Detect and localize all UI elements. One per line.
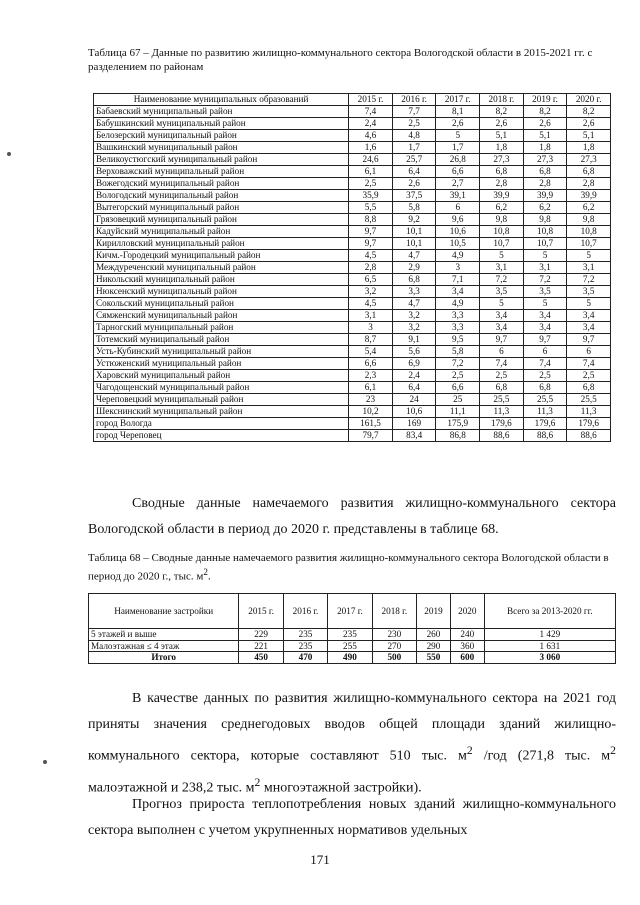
value-cell: 5 xyxy=(436,130,480,142)
district-name: Кирилловский муниципальный район xyxy=(94,238,349,250)
total-label: Итого xyxy=(89,652,239,664)
table-row xyxy=(94,238,611,250)
value-cell: 6,6 xyxy=(349,358,393,370)
value-cell: 2,4 xyxy=(349,118,393,130)
value-cell: 2,6 xyxy=(567,118,611,130)
value-cell: 3,5 xyxy=(523,286,567,298)
table-67-header-row xyxy=(94,94,611,106)
value-cell: 39,1 xyxy=(436,190,480,202)
total-cell: 550 xyxy=(417,652,451,664)
value-cell: 2,8 xyxy=(480,178,524,190)
district-name: Грязовецкий муниципальный район xyxy=(94,214,349,226)
value-cell: 2,5 xyxy=(567,370,611,382)
value-cell: 4,9 xyxy=(436,298,480,310)
value-cell: 1,8 xyxy=(567,142,611,154)
value-cell: 10,1 xyxy=(392,226,436,238)
value-cell: 161,5 xyxy=(349,418,393,430)
value-cell: 27,3 xyxy=(523,154,567,166)
value-cell: 6,5 xyxy=(349,274,393,286)
paragraph-3-text: Прогноз прироста теплопотребления новых зданий жилищно-коммунального сектора выполнен с учетом укрупненных нормативов удельных xyxy=(88,797,616,838)
paragraph-1-text: Сводные данные намечаемого развития жилищно-коммунального сектора Вологодской области в период до 2020 г. представлены в таблице 68. xyxy=(88,496,616,537)
value-cell: 3,2 xyxy=(392,310,436,322)
value-cell: 9,2 xyxy=(392,214,436,226)
value-cell: 10,5 xyxy=(436,238,480,250)
column-header: 2017 г. xyxy=(328,594,372,629)
column-header: 2020 xyxy=(450,594,484,629)
column-header: 2016 г. xyxy=(283,594,327,629)
value-cell: 9,5 xyxy=(436,334,480,346)
value-cell: 10,8 xyxy=(480,226,524,238)
value-cell: 179,6 xyxy=(567,418,611,430)
column-header: 2018 г. xyxy=(480,94,524,106)
value-cell: 3,4 xyxy=(567,322,611,334)
total-cell: 3 060 xyxy=(484,652,615,664)
value-cell: 175,9 xyxy=(436,418,480,430)
district-name: город Череповец xyxy=(94,430,349,442)
value-cell: 6 xyxy=(436,202,480,214)
value-cell: 10,1 xyxy=(392,238,436,250)
value-cell: 2,8 xyxy=(349,262,393,274)
value-cell: 25,5 xyxy=(567,394,611,406)
value-cell: 8,7 xyxy=(349,334,393,346)
value-cell: 5 xyxy=(567,250,611,262)
building-type: Малоэтажная ≤ 4 этаж xyxy=(89,640,239,652)
value-cell: 5 xyxy=(567,298,611,310)
value-cell: 4,7 xyxy=(392,298,436,310)
value-cell: 10,7 xyxy=(523,238,567,250)
paragraph-2-part-a: В качестве данных по развития жилищно-коммунального сектора на 2021 год приняты значения среднегодовых вводов общей площади зданий жилищно-коммунального сектора, которые составляют 510 тыс. м xyxy=(88,691,616,764)
value-cell: 6,4 xyxy=(392,166,436,178)
value-cell: 5 xyxy=(523,298,567,310)
value-cell: 10,6 xyxy=(436,226,480,238)
value-cell: 6,2 xyxy=(523,202,567,214)
value-cell: 11,3 xyxy=(567,406,611,418)
value-cell: 11,3 xyxy=(480,406,524,418)
total-cell: 450 xyxy=(239,652,283,664)
value-cell: 260 xyxy=(417,629,451,641)
value-cell: 2,9 xyxy=(392,262,436,274)
value-cell: 10,6 xyxy=(392,406,436,418)
district-name: Харовский муниципальный район xyxy=(94,370,349,382)
value-cell: 7,2 xyxy=(436,358,480,370)
table-68-body xyxy=(89,629,616,664)
value-cell: 79,7 xyxy=(349,430,393,442)
value-cell: 39,9 xyxy=(480,190,524,202)
value-cell: 2,6 xyxy=(436,118,480,130)
table-row xyxy=(94,106,611,118)
sup-2: 2 xyxy=(610,744,616,757)
table-row xyxy=(94,226,611,238)
district-name: Кадуйский муниципальный район xyxy=(94,226,349,238)
total-cell: 500 xyxy=(372,652,416,664)
value-cell: 6,1 xyxy=(349,166,393,178)
value-cell: 235 xyxy=(283,629,327,641)
value-cell: 7,4 xyxy=(349,106,393,118)
table-row xyxy=(94,334,611,346)
value-cell: 1 429 xyxy=(484,629,615,641)
district-name: Тарногский муниципальный район xyxy=(94,322,349,334)
value-cell: 25 xyxy=(436,394,480,406)
value-cell: 2,5 xyxy=(392,118,436,130)
value-cell: 2,3 xyxy=(349,370,393,382)
paragraph-2-part-b: /год (271,8 тыс. м xyxy=(472,748,611,764)
district-name: Вологодский муниципальный район xyxy=(94,190,349,202)
value-cell: 9,1 xyxy=(392,334,436,346)
column-header: Всего за 2013-2020 гг. xyxy=(484,594,615,629)
value-cell: 6,8 xyxy=(567,166,611,178)
value-cell: 2,7 xyxy=(436,178,480,190)
district-name: Чагодощенский муниципальный район xyxy=(94,382,349,394)
value-cell: 10,8 xyxy=(567,226,611,238)
table-row xyxy=(94,430,611,442)
value-cell: 27,3 xyxy=(480,154,524,166)
value-cell: 9,8 xyxy=(567,214,611,226)
value-cell: 39,9 xyxy=(567,190,611,202)
paragraph-1 xyxy=(88,491,616,543)
table-row xyxy=(94,286,611,298)
value-cell: 5,8 xyxy=(392,202,436,214)
district-name: Шекснинский муниципальный район xyxy=(94,406,349,418)
value-cell: 24 xyxy=(392,394,436,406)
value-cell: 4,6 xyxy=(349,130,393,142)
value-cell: 255 xyxy=(328,640,372,652)
value-cell: 4,5 xyxy=(349,298,393,310)
value-cell: 221 xyxy=(239,640,283,652)
table-row xyxy=(94,214,611,226)
value-cell: 3,3 xyxy=(392,286,436,298)
value-cell: 6 xyxy=(480,346,524,358)
value-cell: 3,5 xyxy=(567,286,611,298)
table-row xyxy=(94,298,611,310)
column-header: 2018 г. xyxy=(372,594,416,629)
value-cell: 3,4 xyxy=(523,322,567,334)
value-cell: 35,9 xyxy=(349,190,393,202)
value-cell: 3,1 xyxy=(523,262,567,274)
value-cell: 3,3 xyxy=(436,322,480,334)
value-cell: 8,2 xyxy=(523,106,567,118)
value-cell: 6,8 xyxy=(480,382,524,394)
table-68-caption-text: Таблица 68 – Сводные данные намечаемого развития жилищно-коммунального сектора Вологодской области в период до 2020 г., тыс. м xyxy=(88,552,609,583)
value-cell: 360 xyxy=(450,640,484,652)
value-cell: 270 xyxy=(372,640,416,652)
value-cell: 8,2 xyxy=(480,106,524,118)
value-cell: 230 xyxy=(372,629,416,641)
district-name: Междуреченский муниципальный район xyxy=(94,262,349,274)
value-cell: 8,8 xyxy=(349,214,393,226)
value-cell: 11,1 xyxy=(436,406,480,418)
value-cell: 2,8 xyxy=(523,178,567,190)
district-name: Бабушкинский муниципальный район xyxy=(94,118,349,130)
value-cell: 3,2 xyxy=(392,322,436,334)
column-header: 2019 г. xyxy=(523,94,567,106)
value-cell: 6,8 xyxy=(480,166,524,178)
sup-1: 2 xyxy=(466,744,473,757)
table-row xyxy=(94,118,611,130)
value-cell: 2,8 xyxy=(567,178,611,190)
value-cell: 6,8 xyxy=(523,166,567,178)
value-cell: 2,5 xyxy=(523,370,567,382)
district-name: Вожегодский муниципальный район xyxy=(94,178,349,190)
column-header: 2016 г. xyxy=(392,94,436,106)
column-header: 2020 г. xyxy=(567,94,611,106)
column-header: 2019 xyxy=(417,594,451,629)
value-cell: 6,1 xyxy=(349,382,393,394)
value-cell: 7,4 xyxy=(567,358,611,370)
table-row xyxy=(94,382,611,394)
district-name: Череповецкий муниципальный район xyxy=(94,394,349,406)
value-cell: 179,6 xyxy=(523,418,567,430)
value-cell: 88,6 xyxy=(567,430,611,442)
value-cell: 2,6 xyxy=(392,178,436,190)
column-header: 2017 г. xyxy=(436,94,480,106)
caption-sup: 2 xyxy=(203,567,208,577)
value-cell: 88,6 xyxy=(480,430,524,442)
value-cell: 9,6 xyxy=(436,214,480,226)
value-cell: 3,1 xyxy=(567,262,611,274)
value-cell: 3,4 xyxy=(523,310,567,322)
value-cell: 10,2 xyxy=(349,406,393,418)
value-cell: 1,7 xyxy=(436,142,480,154)
table-row xyxy=(94,142,611,154)
column-header: 2015 г. xyxy=(239,594,283,629)
table-68-caption xyxy=(88,551,618,584)
district-name: Белозерский муниципальный район xyxy=(94,130,349,142)
total-row xyxy=(89,652,616,664)
value-cell: 4,8 xyxy=(392,130,436,142)
table-67-caption: Таблица 67 – Данные по развитию жилищно-коммунального сектора Вологодской области в 2015-2021 гг. с разделением по районам xyxy=(88,47,593,73)
value-cell: 7,4 xyxy=(523,358,567,370)
building-type: 5 этажей и выше xyxy=(89,629,239,641)
column-header: Наименование муниципальных образований xyxy=(94,94,349,106)
value-cell: 5 xyxy=(523,250,567,262)
value-cell: 7,4 xyxy=(480,358,524,370)
district-name: Бабаевский муниципальный район xyxy=(94,106,349,118)
value-cell: 7,2 xyxy=(567,274,611,286)
table-row xyxy=(89,629,616,641)
district-name: Тотемский муниципальный район xyxy=(94,334,349,346)
value-cell: 5,5 xyxy=(349,202,393,214)
district-name: Нюксенский муниципальный район xyxy=(94,286,349,298)
value-cell: 1,6 xyxy=(349,142,393,154)
table-row xyxy=(94,346,611,358)
table-row xyxy=(94,250,611,262)
sup-3: 2 xyxy=(254,775,261,789)
value-cell: 7,2 xyxy=(523,274,567,286)
value-cell: 9,7 xyxy=(349,238,393,250)
value-cell: 3,3 xyxy=(436,310,480,322)
value-cell: 179,6 xyxy=(480,418,524,430)
value-cell: 6,9 xyxy=(392,358,436,370)
value-cell: 5 xyxy=(480,250,524,262)
table-row xyxy=(94,274,611,286)
value-cell: 3,4 xyxy=(436,286,480,298)
value-cell: 4,5 xyxy=(349,250,393,262)
value-cell: 6,4 xyxy=(392,382,436,394)
value-cell: 25,5 xyxy=(523,394,567,406)
value-cell: 6,2 xyxy=(567,202,611,214)
value-cell: 6 xyxy=(523,346,567,358)
value-cell: 9,7 xyxy=(567,334,611,346)
table-68 xyxy=(88,593,616,664)
value-cell: 9,8 xyxy=(523,214,567,226)
table-row xyxy=(94,190,611,202)
value-cell: 3,1 xyxy=(349,310,393,322)
table-68-header-row xyxy=(89,594,616,629)
value-cell: 8,2 xyxy=(567,106,611,118)
value-cell: 1,8 xyxy=(523,142,567,154)
table-row xyxy=(94,130,611,142)
value-cell: 235 xyxy=(283,640,327,652)
scan-speck xyxy=(43,760,47,764)
value-cell: 9,7 xyxy=(480,334,524,346)
value-cell: 8,1 xyxy=(436,106,480,118)
value-cell: 11,3 xyxy=(523,406,567,418)
district-name: город Вологда xyxy=(94,418,349,430)
value-cell: 6,8 xyxy=(567,382,611,394)
value-cell: 86,8 xyxy=(436,430,480,442)
district-name: Устюженский муниципальный район xyxy=(94,358,349,370)
value-cell: 235 xyxy=(328,629,372,641)
value-cell: 3,4 xyxy=(567,310,611,322)
value-cell: 3,2 xyxy=(349,286,393,298)
value-cell: 7,2 xyxy=(480,274,524,286)
value-cell: 1,8 xyxy=(480,142,524,154)
value-cell: 1 631 xyxy=(484,640,615,652)
district-name: Верховажский муниципальный район xyxy=(94,166,349,178)
value-cell: 4,7 xyxy=(392,250,436,262)
value-cell: 169 xyxy=(392,418,436,430)
column-header: Наименование застройки xyxy=(89,594,239,629)
value-cell: 5,1 xyxy=(523,130,567,142)
table-row xyxy=(94,154,611,166)
value-cell: 7,7 xyxy=(392,106,436,118)
total-cell: 490 xyxy=(328,652,372,664)
paragraph-2 xyxy=(88,686,616,801)
value-cell: 25,7 xyxy=(392,154,436,166)
value-cell: 23 xyxy=(349,394,393,406)
value-cell: 27,3 xyxy=(567,154,611,166)
district-name: Никольский муниципальный район xyxy=(94,274,349,286)
total-cell: 470 xyxy=(283,652,327,664)
value-cell: 10,7 xyxy=(480,238,524,250)
value-cell: 25,5 xyxy=(480,394,524,406)
paragraph-2-part-c: малоэтажной и 238,2 тыс. м xyxy=(88,780,255,796)
table-row xyxy=(94,202,611,214)
value-cell: 39,9 xyxy=(523,190,567,202)
value-cell: 2,6 xyxy=(523,118,567,130)
value-cell: 24,6 xyxy=(349,154,393,166)
value-cell: 37,5 xyxy=(392,190,436,202)
table-row xyxy=(94,310,611,322)
paragraph-2-part-d: многоэтажной застройки). xyxy=(260,780,422,796)
value-cell: 10,8 xyxy=(523,226,567,238)
value-cell: 6,2 xyxy=(480,202,524,214)
table-row xyxy=(94,370,611,382)
district-name: Сокольский муниципальный район xyxy=(94,298,349,310)
table-67 xyxy=(93,93,611,442)
value-cell: 26,8 xyxy=(436,154,480,166)
district-name: Усть-Кубинский муниципальный район xyxy=(94,346,349,358)
value-cell: 5,6 xyxy=(392,346,436,358)
value-cell: 2,6 xyxy=(480,118,524,130)
value-cell: 88,6 xyxy=(523,430,567,442)
value-cell: 5 xyxy=(480,298,524,310)
value-cell: 2,5 xyxy=(480,370,524,382)
table-row xyxy=(94,178,611,190)
value-cell: 240 xyxy=(450,629,484,641)
value-cell: 3,5 xyxy=(480,286,524,298)
value-cell: 6,8 xyxy=(523,382,567,394)
column-header: 2015 г. xyxy=(349,94,393,106)
table-67-body xyxy=(94,106,611,442)
value-cell: 6 xyxy=(567,346,611,358)
district-name: Великоустюгский муниципальный район xyxy=(94,154,349,166)
value-cell: 9,8 xyxy=(480,214,524,226)
value-cell: 3,4 xyxy=(480,310,524,322)
value-cell: 6,8 xyxy=(392,274,436,286)
value-cell: 3,4 xyxy=(480,322,524,334)
table-row xyxy=(94,262,611,274)
district-name: Сямженский муниципальный район xyxy=(94,310,349,322)
value-cell: 5,8 xyxy=(436,346,480,358)
caption-end: . xyxy=(207,570,211,583)
value-cell: 10,7 xyxy=(567,238,611,250)
table-row xyxy=(94,358,611,370)
value-cell: 5,4 xyxy=(349,346,393,358)
value-cell: 6,6 xyxy=(436,166,480,178)
value-cell: 2,5 xyxy=(349,178,393,190)
value-cell: 1,7 xyxy=(392,142,436,154)
value-cell: 229 xyxy=(239,629,283,641)
value-cell: 4,9 xyxy=(436,250,480,262)
value-cell: 83,4 xyxy=(392,430,436,442)
value-cell: 3,1 xyxy=(480,262,524,274)
table-row xyxy=(94,322,611,334)
paragraph-3 xyxy=(88,792,616,844)
value-cell: 7,1 xyxy=(436,274,480,286)
table-row xyxy=(94,394,611,406)
table-row xyxy=(89,640,616,652)
value-cell: 3 xyxy=(349,322,393,334)
table-row xyxy=(94,166,611,178)
scan-speck xyxy=(7,152,11,156)
total-cell: 600 xyxy=(450,652,484,664)
value-cell: 9,7 xyxy=(523,334,567,346)
value-cell: 5,1 xyxy=(480,130,524,142)
value-cell: 5,1 xyxy=(567,130,611,142)
value-cell: 6,6 xyxy=(436,382,480,394)
table-row xyxy=(94,406,611,418)
value-cell: 3 xyxy=(436,262,480,274)
district-name: Вытегорский муниципальный район xyxy=(94,202,349,214)
value-cell: 290 xyxy=(417,640,451,652)
district-name: Кичм.-Городецкий муниципальный район xyxy=(94,250,349,262)
table-row xyxy=(94,418,611,430)
value-cell: 2,5 xyxy=(436,370,480,382)
value-cell: 9,7 xyxy=(349,226,393,238)
district-name: Вашкинский муниципальный район xyxy=(94,142,349,154)
value-cell: 2,4 xyxy=(392,370,436,382)
page-number: 171 xyxy=(310,852,330,867)
